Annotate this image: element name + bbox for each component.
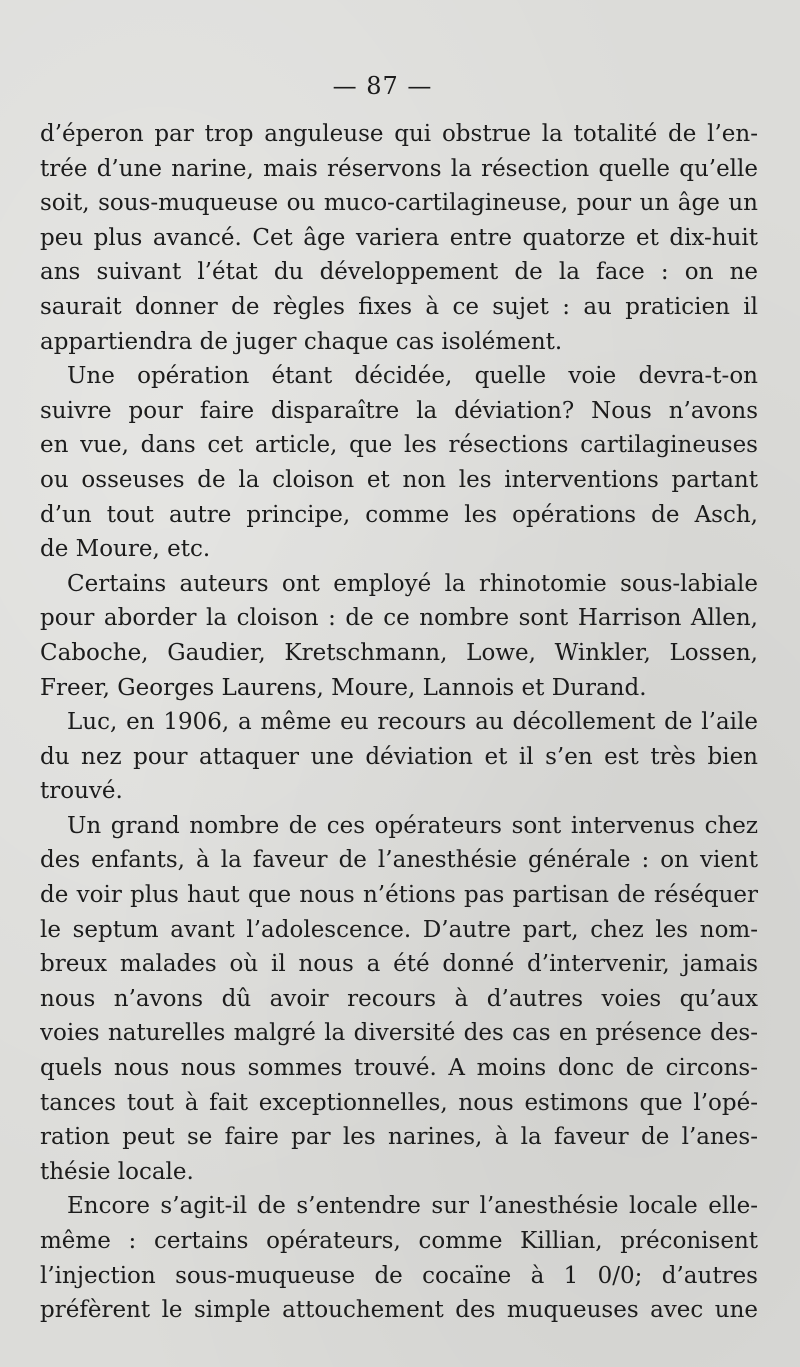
text-line: d’éperon par trop anguleuse qui obstrue la totalité de l’en-	[40, 121, 758, 147]
text-line: ou osseuses de la cloison et non les interventions partant	[40, 466, 758, 493]
body-text	[40, 117, 758, 1328]
text-line: suivre pour faire disparaître la déviation? Nous n’avons	[40, 397, 758, 424]
text-line: des enfants, à la faveur de l’anesthésie générale : on vient	[40, 847, 758, 874]
text-line: de voir plus haut que nous n’étions pas partisan de réséquer	[40, 882, 758, 909]
text-line: préfèrent le simple attouchement des muqueuses avec une	[40, 1297, 758, 1324]
text-line: Certains auteurs ont employé la rhinotomie sous-labiale	[67, 570, 758, 597]
text-line: même : certains opérateurs, comme Killian, préconisent	[40, 1228, 758, 1254]
text-line: pour aborder la cloison : de ce nombre sont Harrison Allen,	[40, 605, 758, 632]
text-line: breux malades où il nous a été donné d’intervenir, jamais	[40, 951, 758, 978]
text-line: Freer, Georges Laurens, Moure, Lannois et Durand.	[40, 674, 647, 701]
text-line: le septum avant l’adolescence. D’autre part, chez les nom-	[40, 916, 758, 943]
text-line: tances tout à fait exceptionnelles, nous estimons que l’opé-	[40, 1089, 758, 1116]
text-line: appartiendra de juger chaque cas isolément.	[40, 328, 563, 355]
text-line: Luc, en 1906, a même eu recours au décollement de l’aile	[67, 709, 758, 736]
text-line: en vue, dans cet article, que les résections cartilagineuses	[40, 432, 758, 459]
text-line: thésie locale.	[40, 1158, 194, 1185]
text-line: nous n’avons dû avoir recours à d’autres voies qu’aux	[40, 985, 758, 1012]
text-line: d’un tout autre principe, comme les opérations de Asch,	[40, 501, 758, 528]
text-line: Un grand nombre de ces opérateurs sont intervenus chez	[67, 812, 758, 839]
text-line: peu plus avancé. Cet âge variera entre quatorze et dix-huit	[40, 224, 758, 251]
text-line: trouvé.	[40, 778, 123, 805]
text-line: ans suivant l’état du développement de la face : on ne	[40, 259, 758, 286]
text-line: Encore s’agit-il de s’entendre sur l’anesthésie locale elle-	[67, 1193, 758, 1220]
text-line: soit, sous-muqueuse ou muco-cartilagineuse, pour un âge un	[40, 190, 758, 217]
page-number: — 87 —	[332, 72, 433, 100]
text-line: trée d’une narine, mais réservons la résection quelle qu’elle	[40, 155, 758, 182]
text-line: Une opération étant décidée, quelle voie devra-t-on	[67, 363, 758, 390]
text-line: ration peut se faire par les narines, à la faveur de l’anes-	[40, 1124, 758, 1151]
text-line: Caboche, Gaudier, Kretschmann, Lowe, Winkler, Lossen,	[40, 639, 758, 666]
text-line: voies naturelles malgré la diversité des cas en présence des-	[40, 1020, 758, 1047]
text-line: saurait donner de règles fixes à ce sujet : au praticien il	[40, 293, 758, 320]
text-line: quels nous nous sommes trouvé. A moins donc de circons-	[40, 1055, 758, 1082]
text-line: l’injection sous-muqueuse de cocaïne à 1 0/0; d’autres	[40, 1262, 758, 1289]
text-line: du nez pour attaquer une déviation et il s’en est très bien	[40, 743, 758, 770]
text-line: de Moure, etc.	[40, 536, 211, 563]
